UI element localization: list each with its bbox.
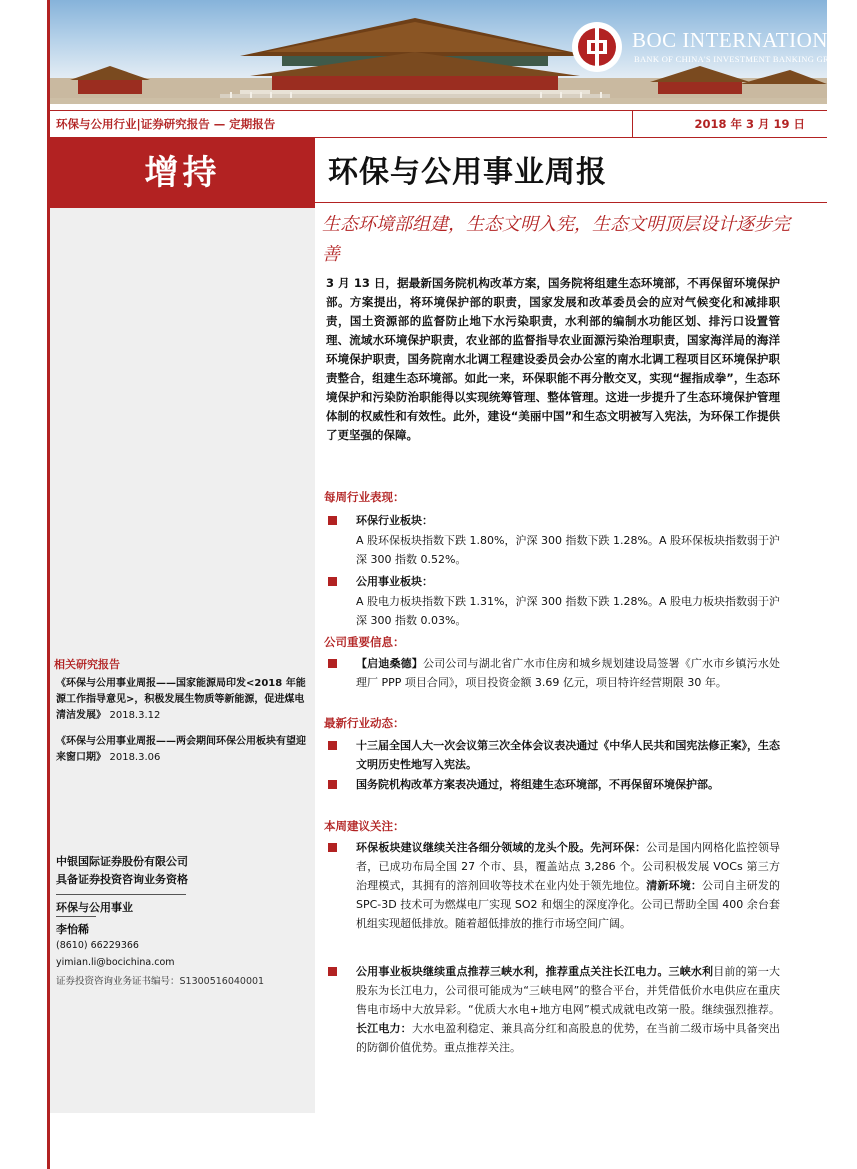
related-reports-title: 相关研究报告	[54, 658, 120, 671]
sector-heading: 公用事业板块：	[356, 575, 433, 588]
sector-heading: 环保行业板块：	[356, 514, 433, 527]
pick-paragraph-utilities	[356, 962, 780, 1057]
square-bullet-icon	[328, 516, 337, 525]
square-bullet-icon	[328, 843, 337, 852]
square-bullet-icon	[328, 967, 337, 976]
pick-text: 目前的第一大股东为长江电力，公司很可能成为“三峡电网”的整合平台，并凭借低价水电供应在重庆售电市场中大放异彩。“优质大水电+地方电网”模式成就电改第一股。继续强烈推荐。	[356, 965, 780, 1016]
firm-info	[56, 853, 312, 889]
report-category: 环保与公用行业|证券研究报告 — 定期报告	[56, 117, 276, 131]
header-banner	[50, 0, 857, 104]
square-bullet-icon	[328, 659, 337, 668]
sector-performance-text: A 股环保板块指数下跌 1.80%，沪深 300 指数下跌 1.28%。A 股环保板块指数弱于沪深 300 指数 0.52%。	[356, 534, 780, 566]
rating-badge: 增持	[50, 138, 315, 208]
section-title-weekly: 每周行业表现：	[324, 490, 405, 504]
firm-name: 中银国际证券股份有限公司	[56, 855, 188, 868]
divider	[56, 894, 186, 895]
report-date: 2018 年 3 月 19 日	[694, 117, 805, 131]
pick-paragraph-environment	[356, 838, 780, 933]
pick-text: 公司是国内网格化监控领导者，已成功布局全国 27 个市、县，覆盖站点 3,286 个。公司积极发展 VOCs 第三方治理模式，其拥有的溶剂回收等技术在业内处于领先地位。	[356, 841, 781, 892]
pick-highlight: 公用事业板块继续重点推荐三峡水利，推荐重点关注长江电力。三峡水利	[356, 965, 714, 978]
section-title-news: 最新行业动态：	[324, 716, 405, 730]
pick-highlight: 清新环境：	[646, 879, 703, 892]
pick-text: 公司自主研发的 SPC-3D 技术可为燃煤电厂实现 SO2 和烟尘的深度净化。公司已帮助全国 400 余台套机组实现超低排放。随着超低排放的推行市场空间广阔。	[356, 879, 781, 930]
analyst-phone: (8610) 66229366	[56, 940, 139, 951]
section-title-company: 公司重要信息：	[324, 635, 405, 649]
square-bullet-icon	[328, 577, 337, 586]
company-name: 【启迪桑德】	[356, 657, 423, 670]
report-subtitle: 生态环境部组建，生态文明入宪，生态文明顶层设计逐步完善	[322, 214, 790, 265]
category-divider	[632, 111, 633, 137]
company-news	[356, 654, 780, 692]
divider	[56, 916, 96, 917]
firm-qualification: 具备证券投资咨询业务资格	[56, 873, 188, 886]
news-item: 国务院机构改革方案表决通过，将组建生态环境部，不再保留环境保护部。	[356, 778, 719, 791]
analyst-name: 李怡稀	[56, 923, 89, 936]
lead-paragraph: 3 月 13 日，据最新国务院机构改革方案，国务院将组建生态环境部，不再保留环境保护部。方案提出，将环境保护部的职责，国家发展和改革委员会的应对气候变化和减排职责，国土资源部的监督防止地下水污染职责，水利部的编制水功能区划、排污口设置管理、流域水环境保护职责，农业部的监督指导农业面源污染治理职责，国家海洋局的海洋环境保护职责，国务院南水北调工程建设委员会办公室的南水北调工程项目区环境保护职责整合，组建生态环境部。如此一来，环保职能不再分散交叉，实现“握指成拳”，生态环境保护和污染防治职能得以实现统筹管理、整体管理。这进一步提升了生态环境保护管理体制的权威性和有效性。此外，建设“美丽中国”和生态文明被写入宪法，为环保工作提供了更坚强的保障。	[326, 276, 780, 442]
related-report-text: 《环保与公用事业周报——国家能源局印发<2018 年能源工作指导意见>，积极发展生物质等新能源，促进煤电清洁发展》	[56, 678, 306, 721]
page-title: 环保与公用事业周报	[328, 155, 607, 190]
pick-highlight: 环保板块建议继续关注各细分领域的龙头个股。先河环保：	[356, 841, 647, 854]
related-report-text: 《环保与公用事业周报——两会期间环保公用板块有望迎来窗口期》	[56, 736, 306, 763]
category-bar	[50, 110, 827, 138]
analyst-industry: 环保与公用事业	[56, 901, 133, 914]
related-report-date: 2018.3.12	[109, 710, 161, 721]
pick-text: 大水电盈利稳定、兼具高分红和高股息的优势，在当前二级市场中具备突出的防御价值优势。重点推荐关注。	[356, 1022, 780, 1054]
boc-logo	[570, 20, 855, 74]
pick-highlight: 长江电力：	[356, 1022, 412, 1035]
square-bullet-icon	[328, 741, 337, 750]
brand-name: BOC INTERNATIONAL	[632, 28, 857, 52]
section-title-picks: 本周建议关注：	[324, 819, 405, 833]
square-bullet-icon	[328, 780, 337, 789]
analyst-certificate: 证券投资咨询业务证书编号：S1300516040001	[56, 976, 265, 987]
related-report-date: 2018.3.06	[109, 752, 161, 763]
brand-tagline: BANK OF CHINA'S INVESTMENT BANKING GROUP	[634, 54, 847, 64]
related-report-item[interactable]	[56, 676, 312, 724]
title-divider	[315, 202, 827, 203]
related-report-item[interactable]	[56, 734, 312, 766]
news-item: 十三届全国人大一次会议第三次全体会议表决通过《中华人民共和国宪法修正案》，生态文明历史性地写入宪法。	[356, 739, 780, 771]
boc-emblem-icon	[570, 20, 624, 74]
company-news-text: 公司公司与湖北省广水市住房和城乡规划建设局签署《广水市乡镇污水处理厂 PPP 项目合同》，项目投资金额 3.69 亿元，项目特许经营期限 30 年。	[356, 657, 781, 689]
sector-performance-text: A 股电力板块指数下跌 1.31%，沪深 300 指数下跌 1.28%。A 股电力板块指数弱于沪深 300 指数 0.03%。	[356, 595, 780, 627]
analyst-email[interactable]: yimian.li@bocichina.com	[56, 957, 175, 968]
